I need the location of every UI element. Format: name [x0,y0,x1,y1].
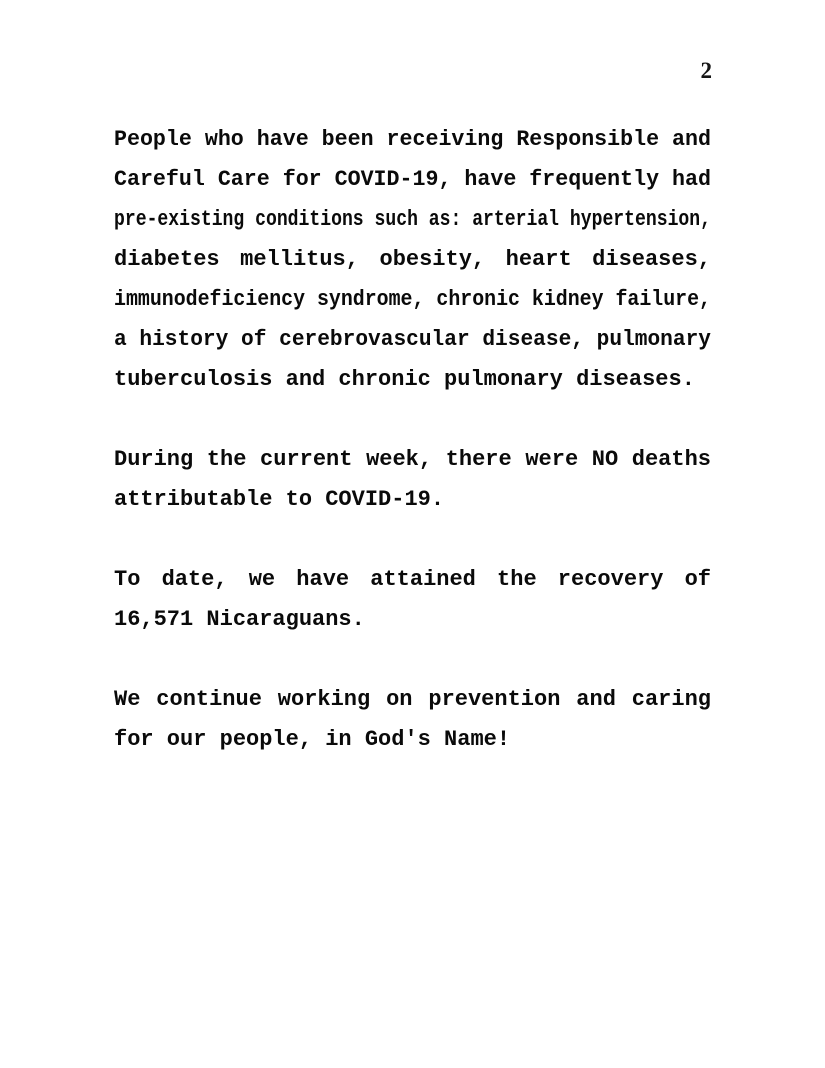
text-line-content: People who have been receiving Responsible and [114,127,711,152]
text-line-content: Careful Care for COVID-19, have frequently had [114,167,711,192]
text-line-content: diabetes mellitus, obesity, heart diseases, [114,247,711,272]
text-line-content: a history of cerebrovascular disease, pulmonary [114,327,711,352]
text-line-content: tuberculosis and chronic pulmonary diseases. [114,367,695,392]
text-line-content: pre-existing conditions such as: arterial hypertension, [114,207,711,232]
text-line [114,480,711,520]
text-line [114,440,711,480]
page-number: 2 [700,58,712,83]
text-line [114,320,711,360]
paragraph-closing [114,680,711,760]
text-line [114,720,711,760]
text-line [114,120,711,160]
text-line-content: To date, we have attained the recovery of [114,567,711,592]
paragraph-preexisting-conditions [114,120,711,400]
text-line-content: 16,571 Nicaraguans. [114,607,365,632]
paragraph-recoveries [114,560,711,640]
text-line [114,560,711,600]
text-line-content: attributable to COVID-19. [114,487,445,512]
text-line-content: During the current week, there were NO deaths [114,447,711,472]
text-line [114,600,711,640]
text-line [114,680,711,720]
text-line [114,280,711,320]
document-body [114,120,711,800]
text-line [114,360,711,400]
text-line [114,240,711,280]
text-line-content: for our people, in God's Name! [114,727,511,752]
text-line-content: immunodeficiency syndrome, chronic kidney failure, [114,287,711,312]
text-line [114,160,711,200]
paragraph-no-deaths [114,440,711,520]
text-line-content: We continue working on prevention and caring [114,687,711,712]
text-line [114,200,711,240]
